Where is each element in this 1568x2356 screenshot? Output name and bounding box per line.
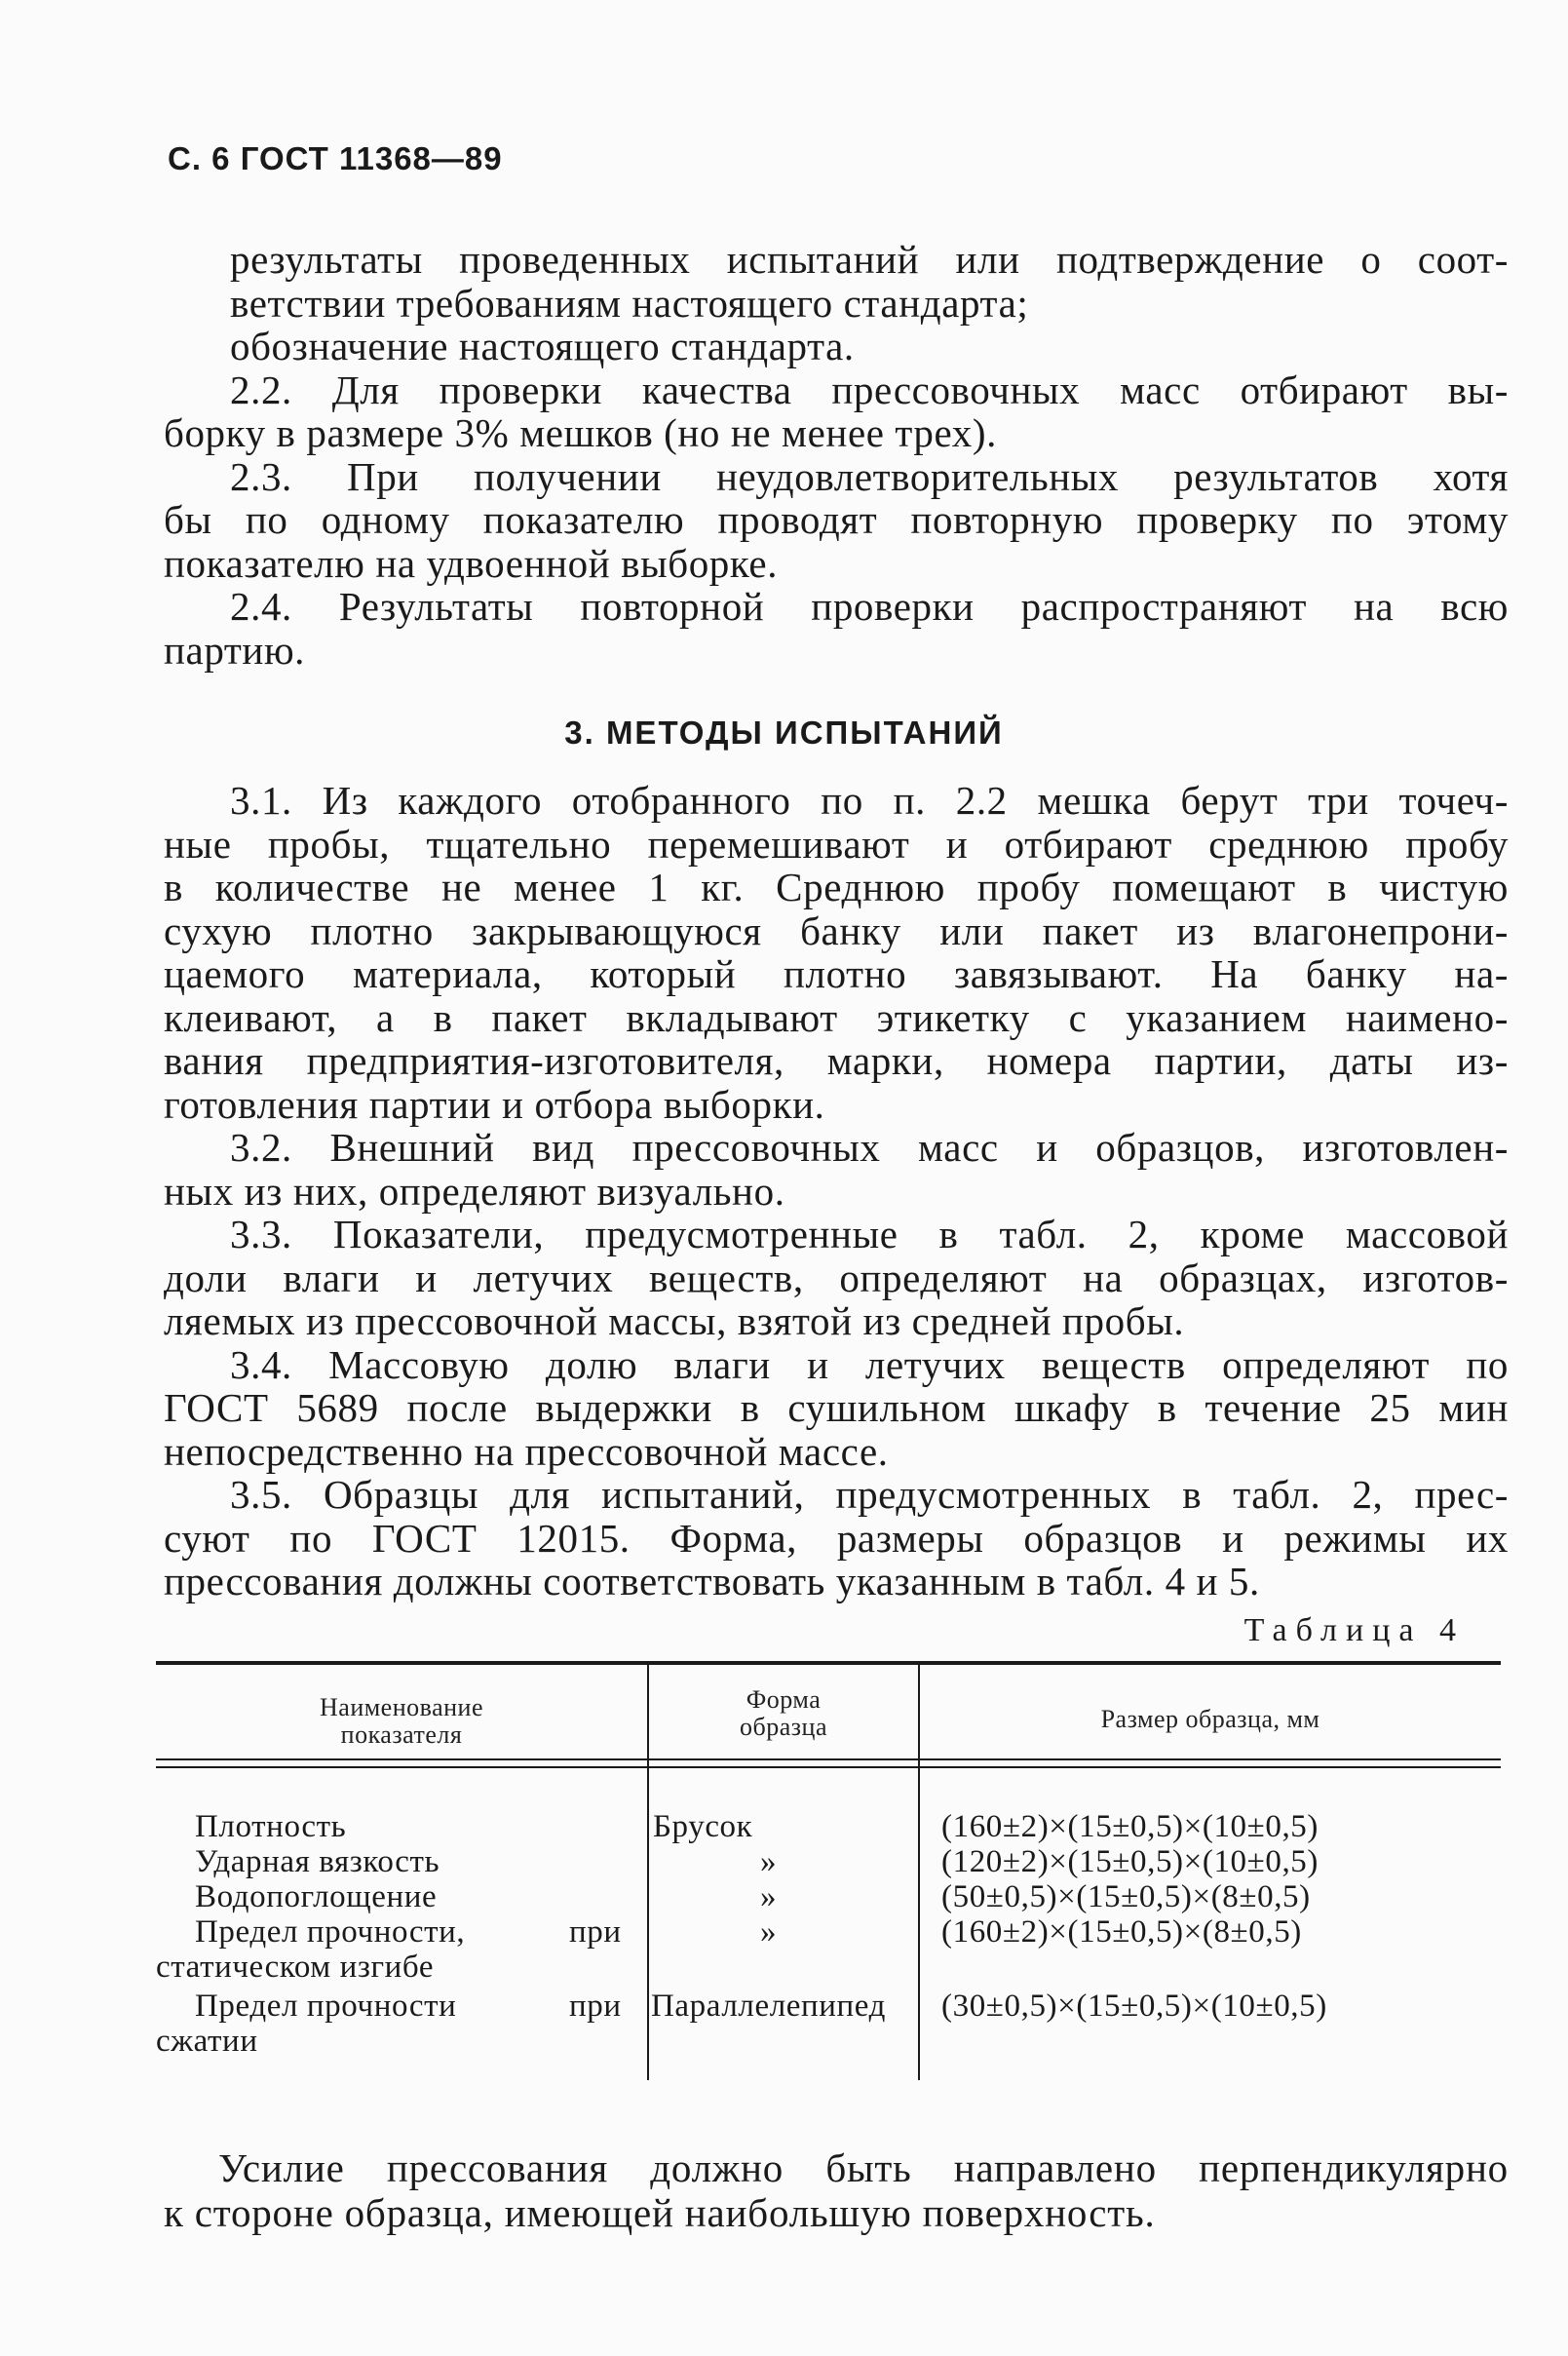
- text-block-test-methods: [164, 779, 1509, 1603]
- table-header-rule-double: [156, 1766, 1501, 1768]
- text-line: 3.1. Из каждого отобранного по п. 2.2 мешка берут три точеч-: [230, 778, 1509, 823]
- table-cell-name: Водопоглощение: [195, 1879, 438, 1914]
- table-cell-form: »: [760, 1844, 778, 1879]
- table-cell-name: Плотность: [195, 1809, 347, 1844]
- table-cell-name-pri: при: [569, 1914, 622, 1950]
- text-line: 2.2. Для проверки качества прессовочных масс отбирают вы-: [230, 367, 1509, 412]
- table-caption: Таблица 4: [1243, 1612, 1465, 1648]
- text-line: 2.3. При получении неудовлетворительных результатов хотя: [230, 453, 1509, 499]
- text-line: готовления партии и отбора выборки.: [164, 1081, 825, 1127]
- text-line: 3.3. Показатели, предусмотренные в табл. 2, кроме массовой: [230, 1212, 1509, 1256]
- text-line: непосредственно на прессовочной массе.: [164, 1428, 889, 1474]
- text-line: в количестве не менее 1 кг. Среднюю пробу помещают в чистую: [164, 865, 1509, 909]
- specimen-size-table: [156, 1661, 1501, 2080]
- text-line: 2.4. Результаты повторной проверки распространяют на всю: [230, 584, 1509, 629]
- text-line: 3.2. Внешний вид прессовочных масс и образцов, изготовлен-: [230, 1125, 1509, 1170]
- table-cell-form: »: [760, 1879, 778, 1914]
- text-line: ных из них, определяют визуально.: [164, 1168, 785, 1214]
- table-cell-name: Предел прочности: [195, 1989, 457, 2024]
- table-cell-name-pri: при: [569, 1989, 622, 2024]
- column-header-name: Наименование показателя: [320, 1693, 483, 1749]
- text-line: обозначение настоящего стандарта.: [230, 324, 855, 368]
- text-line: борку в размере 3% мешков (но не менее трех).: [164, 410, 997, 455]
- table-cell-name: Ударная вязкость: [195, 1844, 440, 1879]
- table-cell-size: (160±2)×(15±0,5)×(10±0,5): [941, 1809, 1319, 1844]
- text-line: сухую плотно закрывающуюся банку или пакет из влагонепрони-: [164, 908, 1509, 953]
- text-line: ляемых из прессовочной массы, взятой из средней пробы.: [164, 1298, 1185, 1343]
- text-line: доли влаги и летучих веществ, определяют на образцах, изготов-: [164, 1255, 1509, 1300]
- text-block-sampling: [164, 238, 1509, 672]
- text-block-pressing-force: [164, 2145, 1509, 2235]
- text-line: показателю на удвоенной выборке.: [164, 540, 779, 586]
- section-title: 3. МЕТОДЫ ИСПЫТАНИЙ: [564, 715, 1004, 751]
- table-cell-form: Параллелепипед: [651, 1989, 886, 2024]
- text-line: 3.5. Образцы для испытаний, предусмотренных в табл. 2, прес-: [230, 1472, 1509, 1517]
- table-header-rule: [156, 1758, 1501, 1760]
- column-header-form: Форма образца: [740, 1685, 827, 1741]
- table-top-rule: [156, 1661, 1501, 1665]
- text-line: ные пробы, тщательно перемешивают и отбирают среднюю пробу: [164, 821, 1509, 867]
- text-line: бы по одному показателю проводят повторную проверку по этому: [164, 497, 1509, 542]
- table-cell-name-cont: статическом изгибе: [156, 1950, 435, 1985]
- table-cell-form: »: [760, 1914, 778, 1950]
- table-cell-name: Предел прочности,: [195, 1914, 466, 1950]
- text-line: результаты проведенных испытаний или подтверждение о соот-: [230, 237, 1509, 282]
- table-cell-size: (160±2)×(15±0,5)×(8±0,5): [941, 1914, 1302, 1950]
- table-cell-form: Брусок: [653, 1809, 753, 1844]
- text-line: ветствии требованиям настоящего стандарта;: [230, 280, 1029, 326]
- text-line: ГОСТ 5689 после выдержки в сушильном шкафу в течение 25 мин: [164, 1385, 1509, 1430]
- text-line: вания предприятия-изготовителя, марки, номера партии, даты из-: [164, 1038, 1509, 1083]
- column-header-size: Размер образца, мм: [1100, 1705, 1320, 1733]
- table-cell-size: (50±0,5)×(15±0,5)×(8±0,5): [941, 1879, 1311, 1914]
- text-line: прессования должны соответствовать указанным в табл. 4 и 5.: [164, 1559, 1260, 1603]
- table-cell-size: (120±2)×(15±0,5)×(10±0,5): [941, 1844, 1319, 1879]
- page-header: С. 6 ГОСТ 11368—89: [168, 140, 503, 176]
- text-line: клеивают, а в пакет вкладывают этикетку с указанием наимено-: [164, 994, 1509, 1040]
- text-line: суют по ГОСТ 12015. Форма, размеры образцов и режимы их: [164, 1515, 1509, 1561]
- text-line: к стороне образца, имеющей наибольшую поверхность.: [164, 2190, 1156, 2235]
- table-cell-name-cont: сжатии: [156, 2024, 258, 2059]
- table-cell-size: (30±0,5)×(15±0,5)×(10±0,5): [941, 1989, 1327, 2024]
- text-line: партию.: [164, 627, 306, 673]
- text-line: цаемого материала, который плотно завязывают. На банку на-: [164, 951, 1509, 996]
- text-line: Усилие прессования должно быть направлено перпендикулярно: [218, 2145, 1509, 2190]
- text-line: 3.4. Массовую долю влаги и летучих веществ определяют по: [230, 1341, 1509, 1387]
